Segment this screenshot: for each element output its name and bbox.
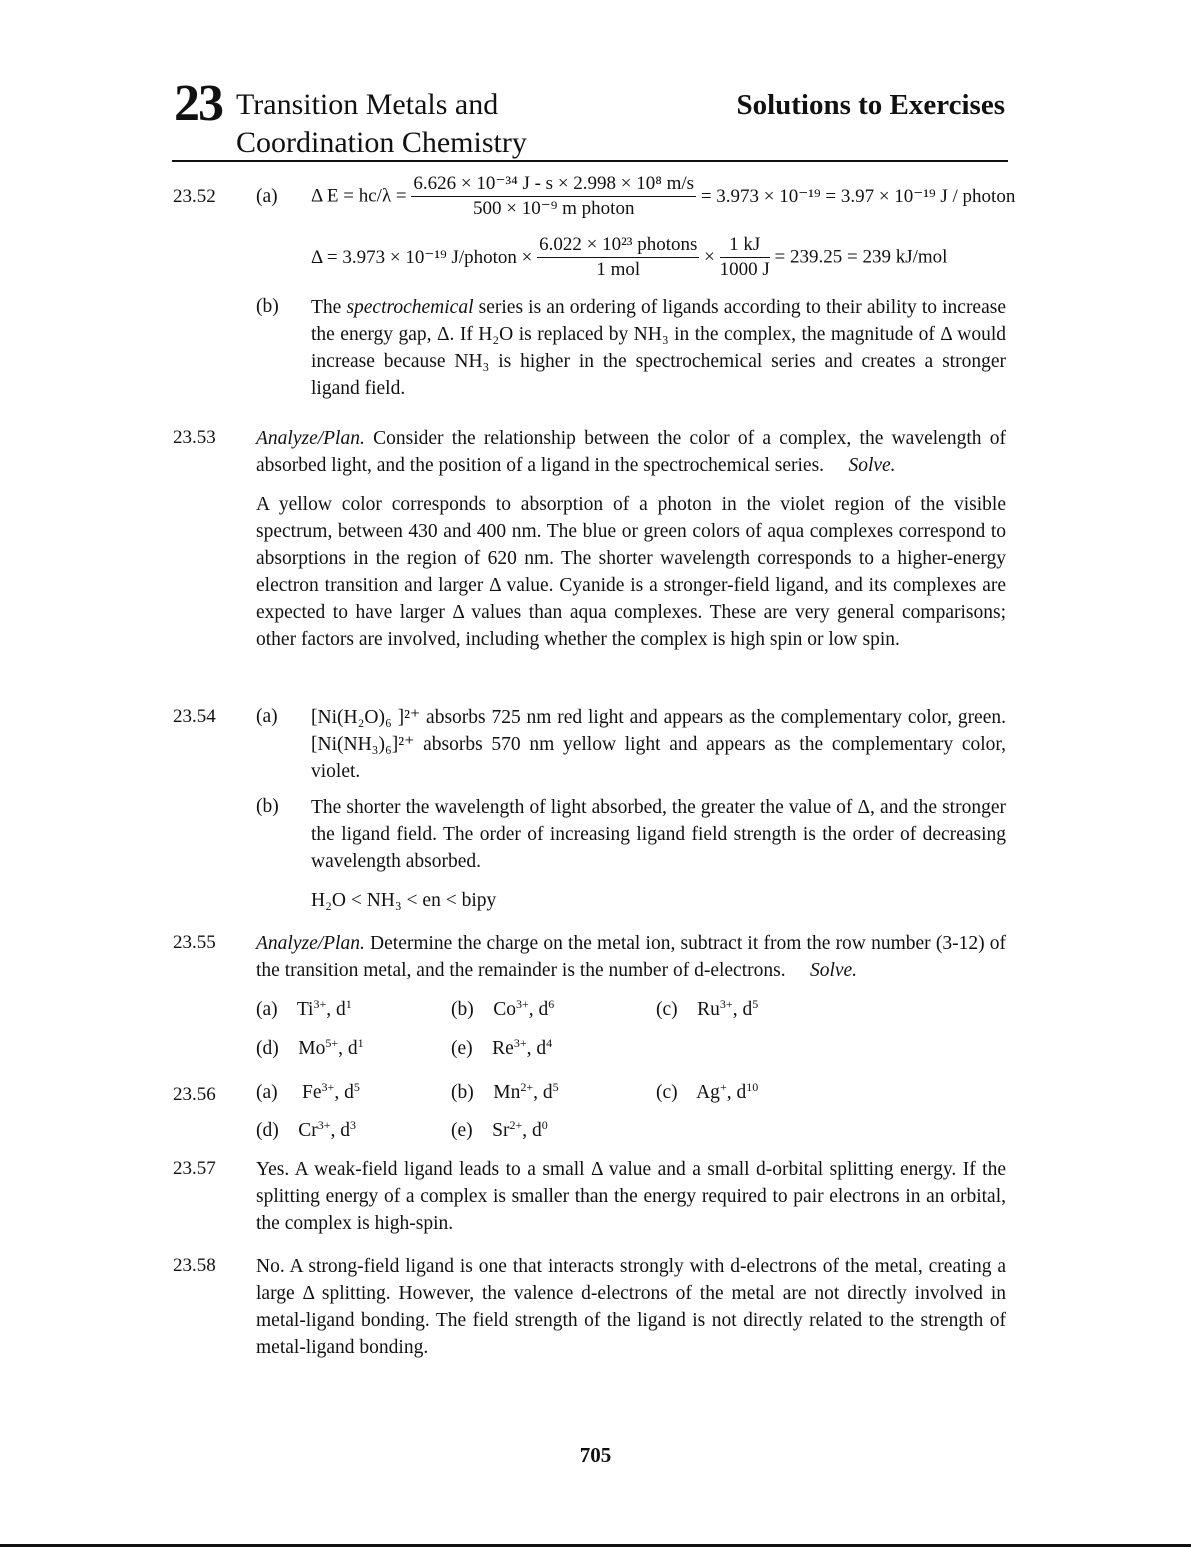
ligand-series: H₂O < NH₃ < en < bipy	[311, 890, 497, 911]
answer-item: (b) $Co^{3+}$, $d^6$	[451, 997, 555, 1020]
solve-label: Solve.	[809, 960, 858, 981]
fraction	[720, 233, 770, 282]
equation-rhs: = 239.25 = 239 kJ/mol	[774, 246, 948, 268]
part-label: (b)	[256, 796, 279, 817]
part-label: (b)	[256, 296, 279, 317]
exercise-number: 23.57	[173, 1158, 216, 1179]
answer-item: (e) $Sr^{2+}$, $d^0$	[451, 1118, 548, 1141]
chapter-title-line2: Coordination Chemistry	[236, 126, 527, 159]
answer-text: A yellow color corresponds to absorption of a photon in the violet region of the visible spectrum, between 430 and 400 nm. The blue or green colors of aqua complexes correspond to absorptions in the region of 620 nm. The shorter wavelength corresponds to a higher-energy electron transition and larger Δ value. Cyanide is a stronger-field ligand, and its complexes are expected to have larger Δ values than aqua complexes. These are very general comparisons; other factors are involved, including whether the complex is high spin or low spin.	[256, 494, 1006, 650]
answer-text: No. A strong-field ligand is one that interacts strongly with d-electrons of the metal, creating a large Δ splitting. However, the valence d-electrons of the metal are not directly involved in metal-ligand bonding. The field strength of the ligand is not directly related to the strength of metal-ligand bonding.	[256, 1256, 1006, 1358]
answer-text: The spectrochemical series is an ordering of ligands according to their ability to increase the energy gap, Δ. If H₂O is replaced by NH₃ in the complex, the magnitude of Δ would increase because NH₃ is higher in the spectrochemical series and creates a stronger ligand field.	[311, 297, 1006, 399]
part-label: (a)	[256, 186, 278, 207]
emphasis: spectrochemical	[346, 297, 474, 318]
exercise-number: 23.53	[173, 427, 216, 448]
answer-item: (c) Ag+, $d^{10}$	[656, 1080, 759, 1103]
answer-item: (c) $Ru^{3+}$, $d^5$	[656, 997, 759, 1020]
chapter-title	[236, 86, 527, 162]
equation-rhs: = 3.973 × 10⁻¹⁹ = 3.97 × 10⁻¹⁹ J / photon	[700, 186, 1016, 207]
answer-text: Yes. A weak-field ligand leads to a small Δ value and a small d-orbital splitting energy. If the splitting energy of a complex is smaller than the energy required to pair electrons in an orbital, the complex is high-spin.	[256, 1159, 1006, 1234]
exercise-number: 23.56	[173, 1084, 216, 1105]
exercise-number: 23.54	[173, 706, 216, 727]
denominator: 1 mol	[596, 259, 641, 280]
answer-item: (a) $Ti^{3+}$, $d^1$	[256, 997, 352, 1020]
answer-item: (e) $Re^{3+}$, $d^4$	[451, 1036, 553, 1059]
exercise-number: 23.52	[173, 186, 216, 207]
part-label: (a)	[256, 706, 278, 727]
header-divider	[172, 160, 1008, 162]
equation-energy	[311, 172, 1015, 221]
answer-text: The shorter the wavelength of light absorbed, the greater the value of Δ, and the stronger the ligand field. The order of increasing ligand field strength is the order of decreasing wavelength absorbed.	[311, 797, 1006, 872]
answer-item: (d) $Mo^{5+}$, $d^1$	[256, 1036, 364, 1059]
analyze-plan: Analyze/Plan. Determine the charge on the metal ion, subtract it from the row number (3-12) of the transition metal, and the remainder is the number of d-electrons. Solve.	[256, 933, 1006, 981]
denominator: 500 × 10⁻⁹ m photon	[473, 198, 635, 219]
exercise-number: 23.58	[173, 1255, 216, 1276]
solve-label: Solve.	[848, 455, 896, 476]
exercise-number: 23.55	[173, 932, 216, 953]
numerator: 1 kJ	[720, 233, 770, 258]
times-sign: ×	[704, 246, 715, 268]
equation-lhs: Δ = 3.973 × 10⁻¹⁹ J/photon ×	[311, 247, 533, 268]
analyze-plan: Analyze/Plan. Consider the relationship between the color of a complex, the wavelength of absorbed light, and the position of a ligand in the spectrochemical series. Solve.	[256, 428, 1006, 476]
equation-molar	[311, 233, 947, 282]
chapter-title-line1: Transition Metals and	[236, 88, 499, 121]
denominator: 1000 J	[719, 259, 770, 280]
answer-item: (b) $Mn^{2+}$, $d^5$	[451, 1080, 559, 1103]
chapter-number: 23	[174, 75, 222, 132]
section-title: Solutions to Exercises	[736, 89, 1005, 121]
answer-item: (d) $Cr^{3+}$, $d^3$	[256, 1118, 357, 1141]
answer-item: (a) $Fe^{3+}$, $d^5$	[256, 1080, 360, 1103]
numerator: 6.626 × 10⁻³⁴ J - s × 2.998 × 10⁸ m/s	[411, 172, 696, 197]
answer-text: [Ni(H₂O)₆ ]²⁺ absorbs 725 nm red light and appears as the complementary color, green. [Ni(NH₃)₆]²⁺ absorbs 570 nm yellow light and appears as the complementary color, violet.	[311, 707, 1006, 782]
page-number: 705	[579, 1443, 612, 1467]
fraction	[537, 233, 699, 282]
numerator: 6.022 × 10²³ photons	[537, 233, 699, 258]
equation-lhs: Δ E = hc/λ =	[311, 185, 407, 207]
fraction	[411, 172, 696, 221]
